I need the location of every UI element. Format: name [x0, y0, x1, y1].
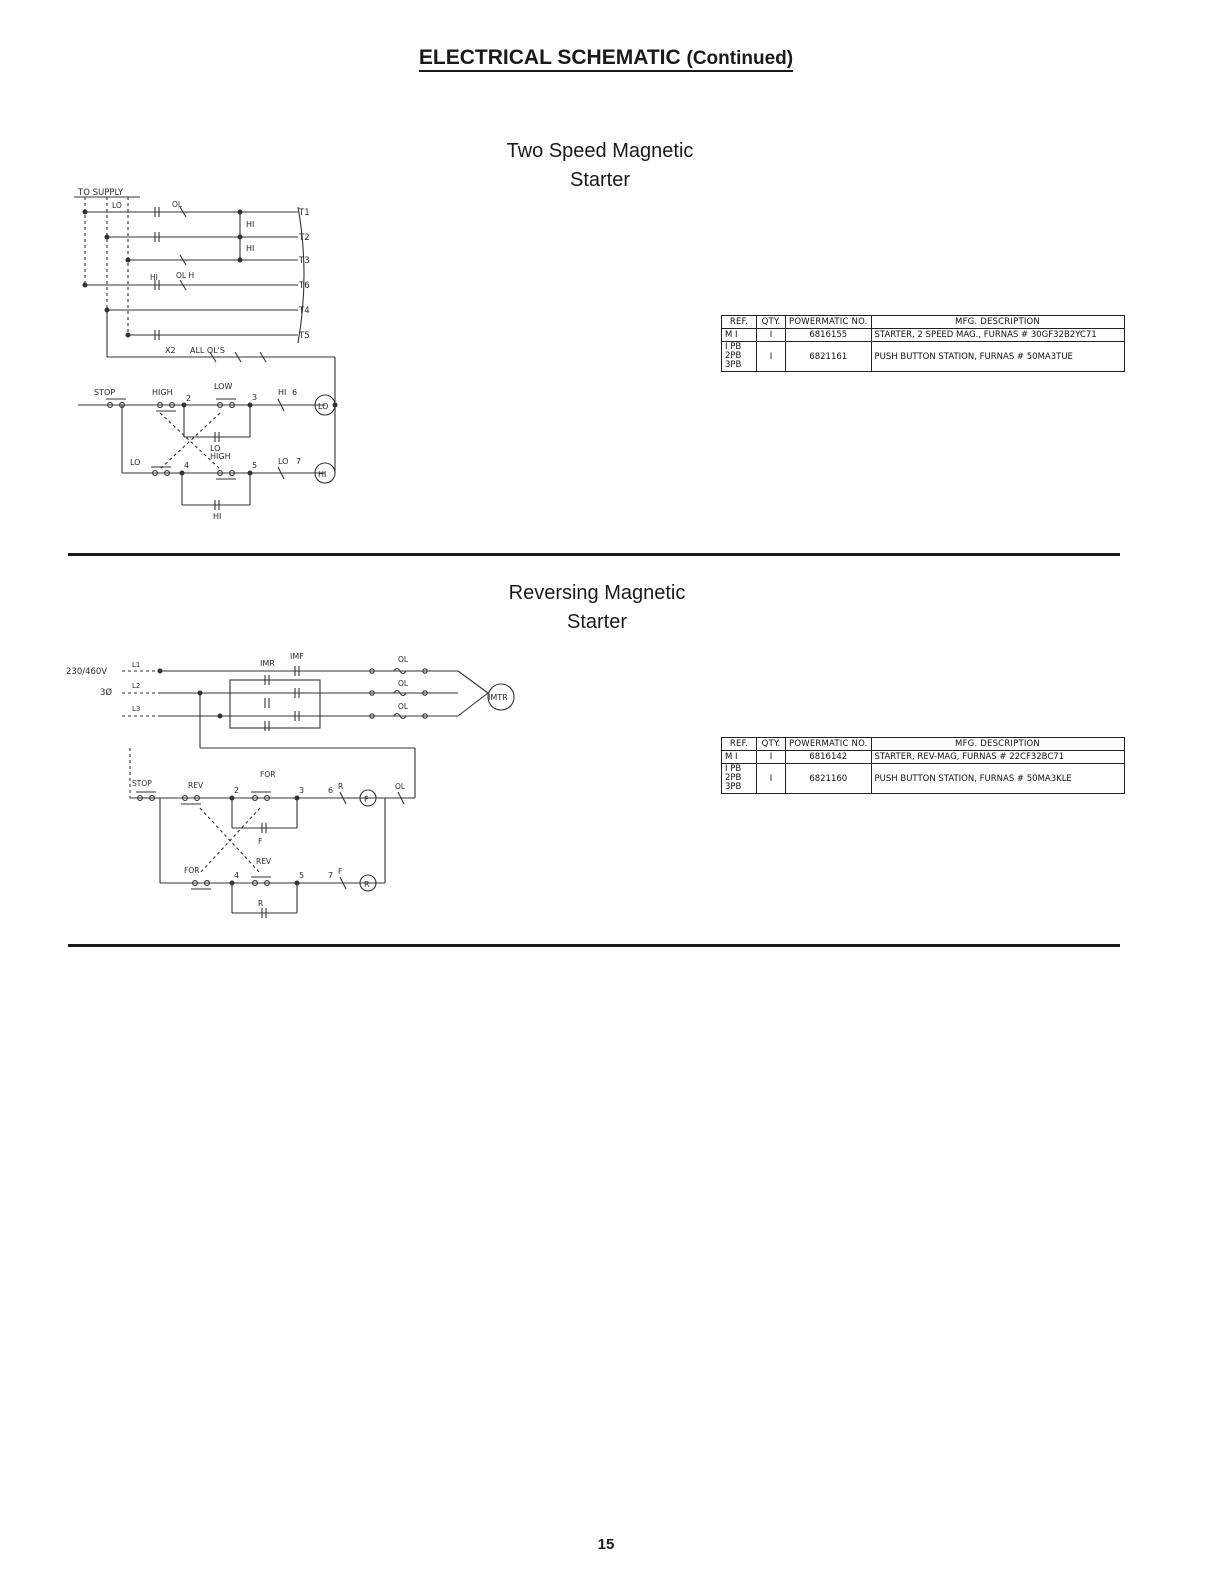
reversing-control-circuit [130, 693, 415, 918]
two-speed-section-title [450, 137, 750, 195]
header-number: POWERMATIC NO. [786, 316, 872, 329]
reversing-section-title [447, 579, 747, 637]
reversing-f-coil: F [364, 795, 369, 804]
two-speed-t1: T1 [299, 208, 310, 218]
two-speed-high-label: HIGH [152, 388, 173, 397]
reversing-ol-c: OL [398, 702, 409, 711]
reversing-f-interlock: F [338, 867, 343, 876]
two-speed-hi-mid-label: HI [150, 273, 158, 282]
two-speed-lo-label: LO [112, 201, 122, 210]
header-description: MFG. DESCRIPTION [871, 738, 1124, 751]
cell-ref: M I [722, 751, 757, 764]
reversing-node-4: 4 [234, 871, 240, 880]
header-qty: QTY. [757, 738, 786, 751]
page-title-continued: (Continued) [687, 48, 794, 72]
reversing-stop-label: STOP [132, 779, 152, 788]
reversing-ol-control-label: OL [395, 782, 406, 791]
two-speed-stop-label: STOP [94, 388, 116, 397]
two-speed-title-line1: Two Speed Magnetic [506, 140, 694, 162]
header-number: POWERMATIC NO. [786, 738, 872, 751]
two-speed-parts-table [721, 315, 1125, 372]
reversing-imr-label: IMR [260, 659, 275, 668]
two-speed-supply-label: TO SUPPLY [78, 188, 124, 198]
reversing-supply-label: 230/460V [66, 667, 108, 677]
reversing-table-header [722, 738, 1125, 751]
reversing-r-aux-label: R [258, 899, 264, 908]
reversing-motor-label: IMTR [488, 693, 508, 702]
two-speed-x2-label: X2 [165, 346, 176, 355]
reversing-for-label: FOR [260, 770, 276, 779]
reversing-schematic [60, 648, 530, 928]
cell-number: 6821160 [786, 764, 872, 794]
cell-ref: I PB 2PB 3PB [722, 764, 757, 794]
header-description: MFG. DESCRIPTION [871, 316, 1124, 329]
cell-qty: I [757, 329, 786, 342]
two-speed-ol-label: OL [172, 200, 183, 209]
page-number: 15 [597, 1536, 615, 1553]
cell-number: 6821161 [786, 342, 872, 372]
reversing-l2: L2 [132, 682, 141, 690]
two-speed-high-label-2: HIGH [210, 452, 231, 461]
cell-description: PUSH BUTTON STATION, FURNAS # 50MA3KLE [871, 764, 1124, 794]
two-speed-node-3: 3 [252, 393, 258, 402]
reversing-rev-label: REV [188, 781, 204, 790]
reversing-l3: L3 [132, 705, 141, 713]
two-speed-hi-coil: HI [318, 470, 327, 479]
table-row [722, 751, 1125, 764]
cell-qty: I [757, 342, 786, 372]
reversing-f-aux-label: F [258, 837, 263, 846]
reversing-ol-b: OL [398, 679, 409, 688]
reversing-for-label-2: FOR [184, 866, 200, 875]
table-row [722, 342, 1125, 372]
section-divider [68, 553, 1120, 556]
two-speed-node-6: 6 [292, 388, 298, 397]
two-speed-t3: T3 [299, 256, 310, 266]
two-speed-node-7: 7 [296, 457, 302, 466]
table-row [722, 764, 1125, 794]
reversing-r-coil: R [364, 880, 370, 889]
reversing-power-lines [122, 666, 514, 731]
cell-ref: I PB 2PB 3PB [722, 342, 757, 372]
two-speed-t6: T6 [299, 281, 310, 291]
reversing-phase-label: 3Ø [100, 688, 113, 698]
two-speed-hi-label-b: HI [246, 244, 255, 253]
reversing-imf-label: IMF [290, 652, 304, 661]
two-speed-ol-ps-label: ALL OL'S [190, 346, 225, 355]
two-speed-lo-coil: LO [318, 402, 329, 411]
reversing-parts-table [721, 737, 1125, 794]
reversing-l1: L1 [132, 661, 141, 669]
two-speed-table-header [722, 316, 1125, 329]
two-speed-title-line2: Starter [569, 169, 631, 191]
header-ref: REF. [722, 316, 757, 329]
cell-description: STARTER, REV-MAG, FURNAS # 22CF32BC71 [871, 751, 1124, 764]
two-speed-schematic [60, 185, 360, 525]
reversing-node-3: 3 [299, 786, 305, 795]
reversing-title-line1: Reversing Magnetic [508, 582, 686, 604]
cell-qty: I [757, 751, 786, 764]
cell-description: PUSH BUTTON STATION, FURNAS # 50MA3TUE [871, 342, 1124, 372]
two-speed-hi-label-a: HI [246, 220, 255, 229]
two-speed-lo-interlock-label: LO [278, 457, 289, 466]
header-qty: QTY. [757, 316, 786, 329]
reversing-node-6: 6 [328, 786, 334, 795]
cell-qty: I [757, 764, 786, 794]
section-divider [68, 944, 1120, 947]
two-speed-low-label: LOW [214, 382, 233, 391]
reversing-node-5: 5 [299, 871, 305, 880]
two-speed-node-5: 5 [252, 461, 258, 470]
cell-number: 6816155 [786, 329, 872, 342]
header-ref: REF. [722, 738, 757, 751]
reversing-ol-a: OL [398, 655, 409, 664]
two-speed-hi-interlock-label: HI [278, 388, 287, 397]
page-title-main: ELECTRICAL SCHEMATIC [419, 46, 681, 72]
two-speed-hi-aux-label: HI [213, 512, 222, 521]
reversing-title-line2: Starter [566, 611, 628, 633]
page-title [0, 46, 1212, 70]
two-speed-t4: T4 [299, 306, 310, 316]
two-speed-lo-aux-label: LO [210, 444, 221, 453]
cell-number: 6816142 [786, 751, 872, 764]
reversing-r-interlock: R [338, 782, 344, 791]
table-row [722, 329, 1125, 342]
reversing-node-7: 7 [328, 871, 334, 880]
reversing-node-2: 2 [234, 786, 240, 795]
reversing-rev-label-2: REV [256, 857, 272, 866]
two-speed-node-2: 2 [186, 394, 192, 403]
two-speed-node-4: 4 [184, 461, 190, 470]
cell-description: STARTER, 2 SPEED MAG., FURNAS # 30GF32B2YC71 [871, 329, 1124, 342]
two-speed-olh-label: OL H [176, 271, 195, 280]
cell-ref: M I [722, 329, 757, 342]
two-speed-t2: T2 [299, 233, 310, 243]
two-speed-t5: T5 [299, 331, 310, 341]
two-speed-lo-label-2: LO [130, 458, 141, 467]
